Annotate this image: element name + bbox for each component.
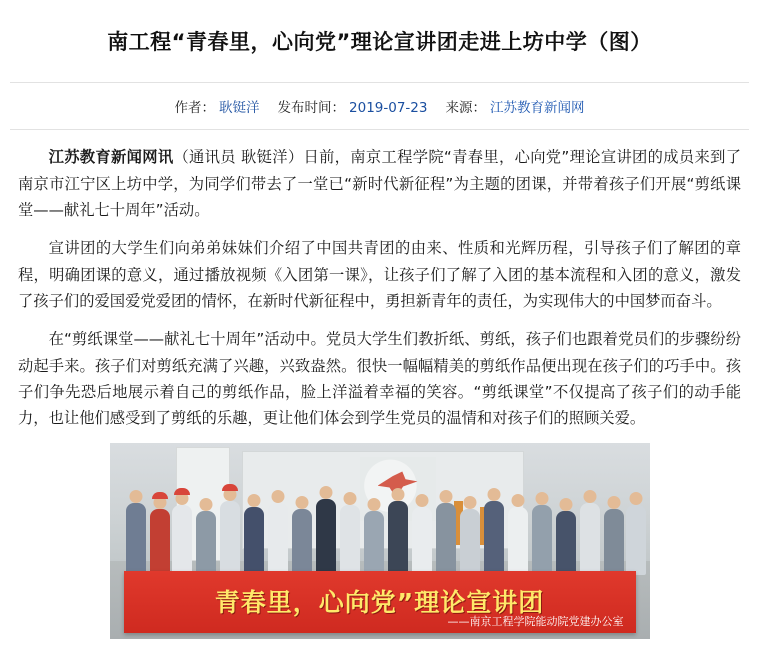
photo-person — [126, 503, 146, 575]
article-body — [0, 130, 759, 639]
photo-person-cap — [222, 484, 238, 491]
photo-person — [412, 507, 432, 575]
article-meta — [0, 83, 759, 129]
paragraph — [18, 326, 741, 431]
photo-person — [508, 507, 528, 575]
photo-person-head — [415, 494, 428, 507]
article-figure — [18, 443, 741, 639]
photo-person-head — [129, 490, 142, 503]
photo-person — [292, 509, 312, 575]
meta-author-label: 作者： — [174, 100, 216, 117]
meta-publish-time — [278, 96, 428, 116]
meta-author — [175, 96, 260, 116]
photo-person-head — [343, 492, 356, 505]
photo-person-head — [487, 488, 500, 501]
photo-person-head — [607, 496, 620, 509]
photo-person-head — [319, 486, 332, 499]
photo-person — [580, 503, 600, 575]
photo-person — [244, 507, 264, 575]
photo-person — [626, 505, 646, 575]
photo-banner — [124, 571, 636, 633]
photo-person — [150, 509, 170, 575]
photo-person — [388, 501, 408, 575]
photo-person-head — [583, 490, 596, 503]
photo-person — [268, 503, 288, 575]
photo-person-head — [295, 496, 308, 509]
photo-person — [484, 501, 504, 575]
meta-publish-value: 2019-07-23 — [349, 100, 428, 117]
meta-source — [445, 96, 584, 116]
photo-person — [220, 501, 240, 575]
photo-person-head — [463, 496, 476, 509]
meta-source-label: 来源： — [445, 100, 486, 117]
photo-person-head — [511, 494, 524, 507]
article-page — [0, 14, 759, 648]
paragraph-lead: 江苏教育新闻网讯 — [48, 148, 174, 167]
photo-person — [340, 505, 360, 575]
photo-person — [460, 509, 480, 575]
paragraph — [18, 144, 741, 223]
photo-person-head — [247, 494, 260, 507]
photo-person — [172, 505, 192, 575]
meta-source-link[interactable]: 江苏教育新闻网 — [489, 100, 585, 117]
photo-person-head — [535, 492, 548, 505]
photo-person — [532, 505, 552, 575]
photo-person-head — [559, 498, 572, 511]
photo-crowd — [110, 479, 650, 575]
photo-person — [196, 511, 216, 575]
photo-banner-subtext: ——南京工程学院能动院党建办公室 — [447, 615, 624, 629]
photo-person-head — [199, 498, 212, 511]
paragraph-text: 在“剪纸课堂——献礼七十周年”活动中。党员大学生们教折纸、剪纸，孩子们也跟着党员们的步骤纷纷动起手来。孩子们对剪纸充满了兴趣，兴致盎然。很快一幅幅精美的剪纸作品便出现在孩子们的巧手中。孩子们争先恐后地展示着自己的剪纸作品，脸上洋溢着幸福的笑容。“剪纸课堂”不仅提高了孩子们的动手能力，也让他们感受到了剪纸的乐趣，更让他们体会到学生党员的温情和对孩子们的照顾关爱。 — [18, 330, 741, 428]
photo-person — [436, 503, 456, 575]
group-photo-image — [110, 443, 650, 639]
photo-person-head — [391, 488, 404, 501]
paragraph-text: （通讯员 耿铤洋）日前，南京工程学院“青春里，心向党”理论宣讲团的成员来到了南京市江宁区上坊中学，为同学们带去了一堂已“新时代新征程”为主题的团课，并带着孩子们开展“剪纸课堂——献礼七十周年”活动。 — [18, 148, 741, 220]
photo-person-head — [439, 490, 452, 503]
photo-person-head — [367, 498, 380, 511]
photo-person — [316, 499, 336, 575]
meta-author-value: 耿铤洋 — [219, 100, 260, 117]
photo-person-head — [271, 490, 284, 503]
photo-person-cap — [152, 492, 168, 499]
photo-person — [556, 511, 576, 575]
paragraph — [18, 235, 741, 314]
page-title: 南工程“青春里，心向党”理论宣讲团走进上坊中学（图） — [107, 30, 652, 55]
photo-banner-text: 青春里，心向党”理论宣讲团 — [214, 587, 545, 617]
photo-person-head — [629, 492, 642, 505]
paragraph-text: 宣讲团的大学生们向弟弟妹妹们介绍了中国共青团的由来、性质和光辉历程，引导孩子们了解团的章程，明确团课的意义，通过播放视频《入团第一课》，让孩子们了解了入团的基本流程和入团的意义，激发了孩子们的爱国爱党爱团的情怀，在新时代新征程中，勇担新青年的责任，为实现伟大的中国梦而奋斗。 — [18, 239, 741, 310]
photo-person-cap — [174, 488, 190, 495]
photo-person — [364, 511, 384, 575]
meta-publish-label: 发布时间： — [277, 100, 346, 117]
photo-person — [604, 509, 624, 575]
